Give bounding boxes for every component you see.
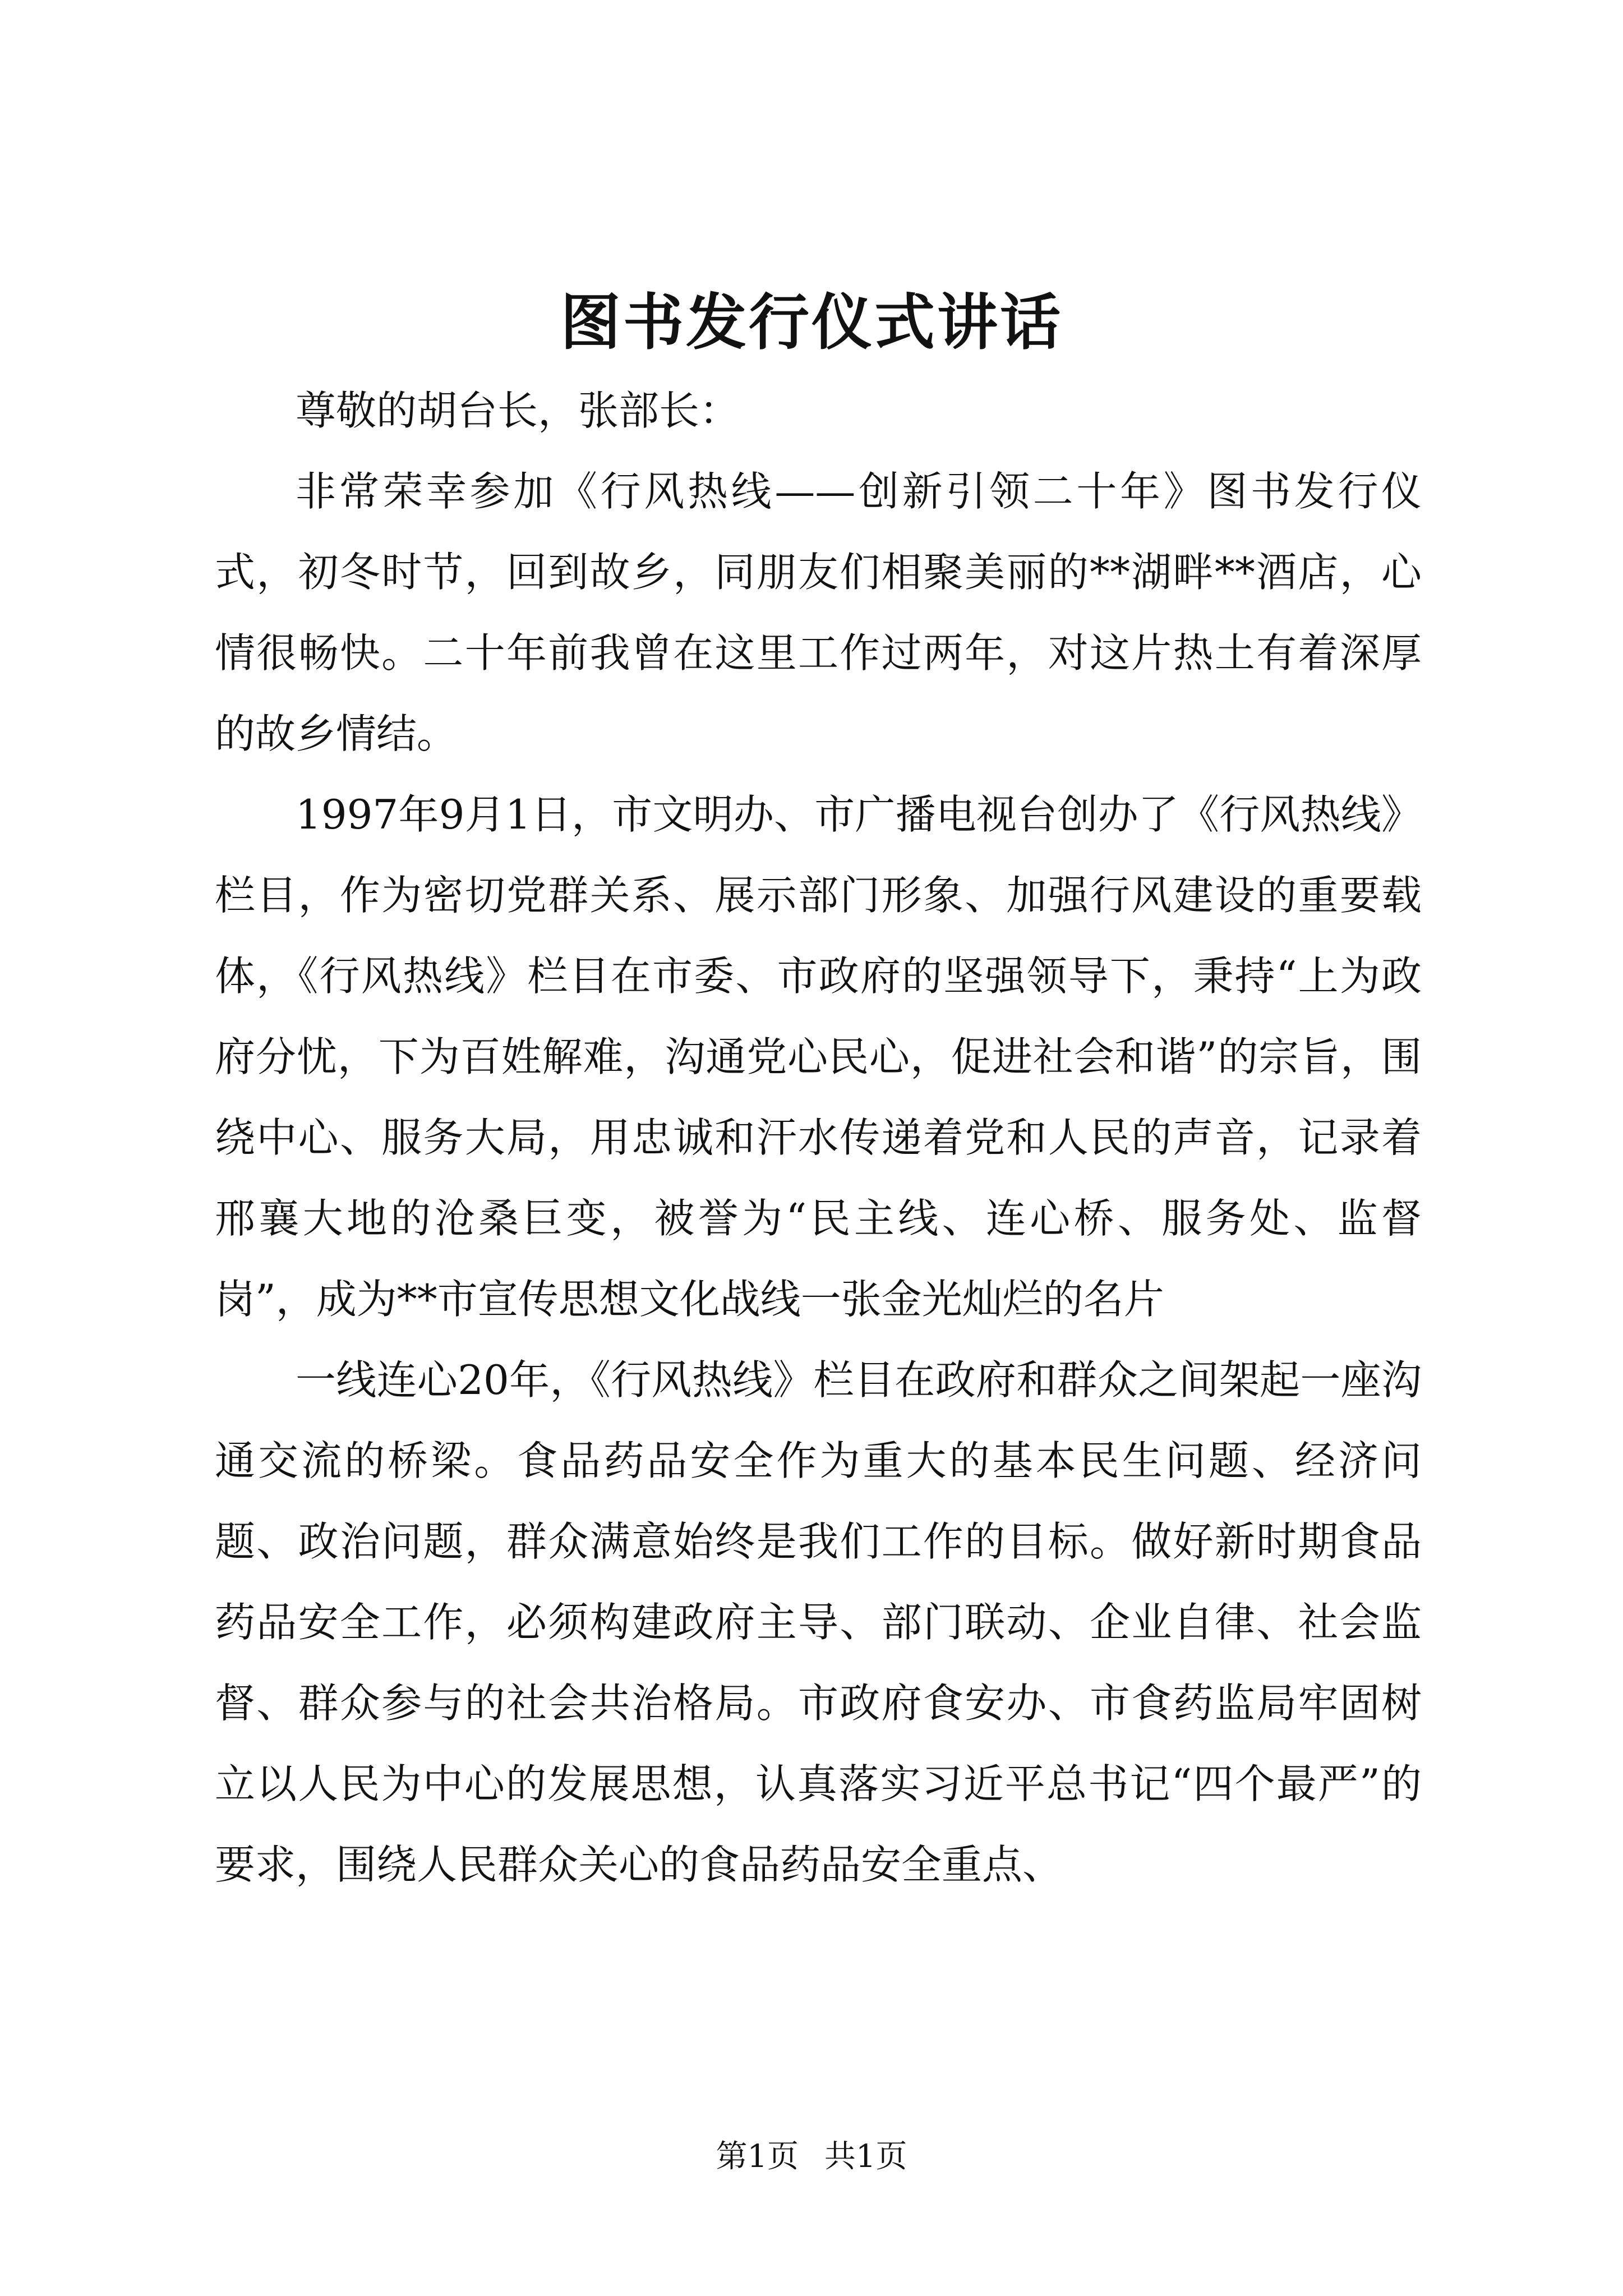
- document-body: [215, 370, 1422, 1905]
- page-number: 第1页: [716, 2138, 799, 2175]
- body-paragraph: 一线连心20年，《行风热线》栏目在政府和群众之间架起一座沟通交流的桥梁。食品药品安全作为重大的基本民生问题、经济问题、政治问题，群众满意始终是我们工作的目标。做好新时期食品药品安全工作，必须构建政府主导、部门联动、企业自律、社会监督、群众参与的社会共治格局。市政府食安办、市食药监局牢固树立以人民为中心的发展思想，认真落实习近平总书记“四个最严”的要求，围绕人民群众关心的食品药品安全重点、: [215, 1356, 1422, 1888]
- body-paragraph: 1997年9月1日，市文明办、市广播电视台创办了《行风热线》栏目，作为密切党群关系、展示部门形象、加强行风建设的重要载体，《行风热线》栏目在市委、市政府的坚强领导下，秉持“上为政府分忧，下为百姓解难，沟通党心民心，促进社会和谐”的宗旨，围绕中心、服务大局，用忠诚和汗水传递着党和人民的声音，记录着邢襄大地的沧桑巨变，被誉为“民主线、连心桥、服务处、监督岗”，成为**市宣传思想文化战线一张金光灿烂的名片: [215, 791, 1422, 1323]
- page-footer: [0, 2134, 1623, 2179]
- document-title: 图书发行仪式讲话: [560, 287, 1063, 358]
- page-total: 共1页: [824, 2138, 907, 2175]
- body-paragraph: 非常荣幸参加《行风热线——创新引领二十年》图书发行仪式，初冬时节，回到故乡，同朋友们相聚美丽的**湖畔**酒店，心情很畅快。二十年前我曾在这里工作过两年，对这片热土有着深厚的故乡情结。: [215, 468, 1422, 757]
- salutation-paragraph: 尊敬的胡台长，张部长：: [296, 387, 740, 434]
